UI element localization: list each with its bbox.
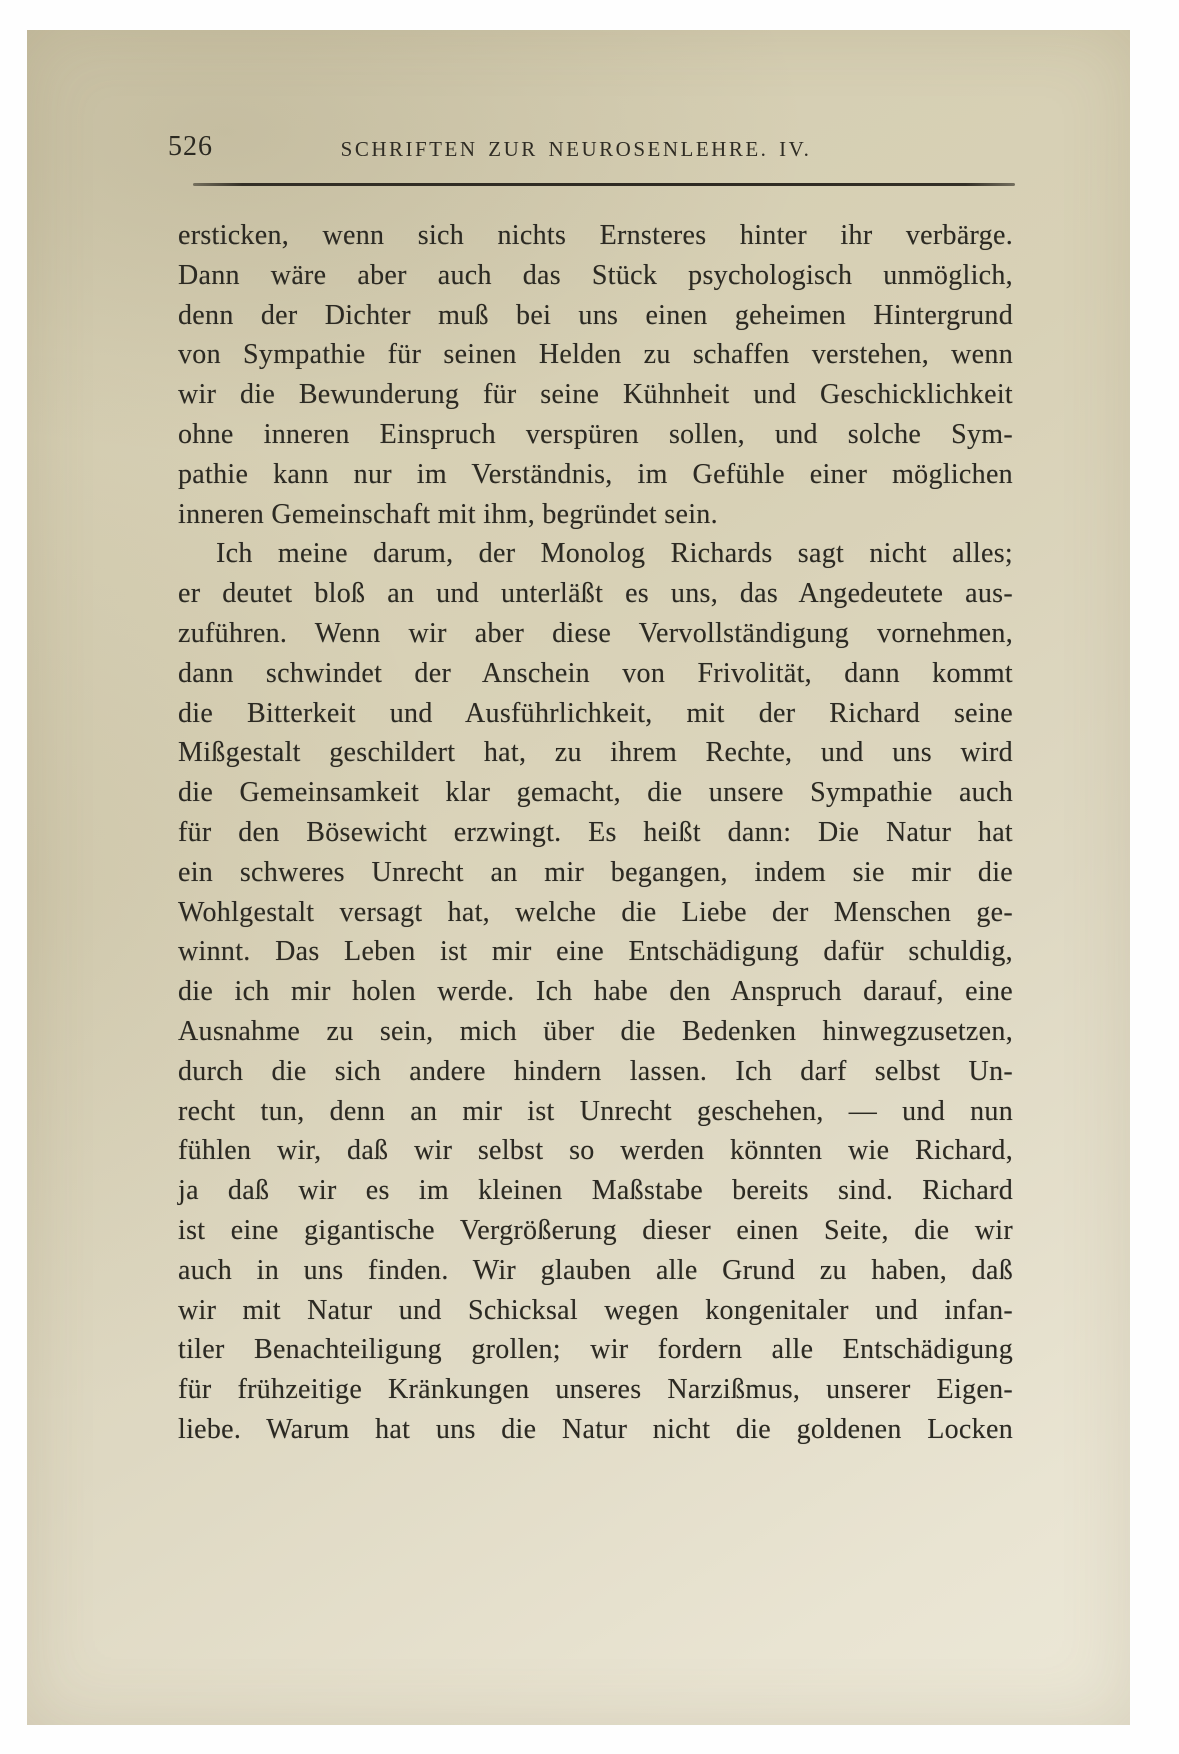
text-line: Mißgestalt geschildert hat, zu ihrem Rechte, und uns wird — [178, 737, 1013, 769]
text-line: tiler Benachteiligung grollen; wir fordern alle Entschädigung — [178, 1334, 1013, 1366]
text-line: die Gemeinsamkeit klar gemacht, die unsere Sympathie auch — [178, 777, 1013, 809]
text-line: liebe. Warum hat uns die Natur nicht die goldenen Locken — [178, 1413, 1013, 1445]
text-line: die ich mir holen werde. Ich habe den Anspruch darauf, eine — [178, 976, 1013, 1008]
text-line: recht tun, denn an mir ist Unrecht geschehen, — und nun — [178, 1095, 1013, 1127]
running-title: SCHRIFTEN ZUR NEUROSENLEHRE. IV. — [340, 137, 812, 161]
text-line: wir die Bewunderung für seine Kühnheit und Geschicklichkeit — [178, 379, 1013, 411]
text-line: ein schweres Unrecht an mir begangen, indem sie mir die — [178, 856, 1013, 888]
text-line: Wohlgestalt versagt hat, welche die Liebe der Menschen ge- — [178, 896, 1013, 928]
text-line: ohne inneren Einspruch verspüren sollen, und solche Sym- — [178, 418, 1013, 450]
text-line: auch in uns finden. Wir glauben alle Grund zu haben, daß — [178, 1254, 1013, 1286]
text-line: denn der Dichter muß bei uns einen geheimen Hintergrund — [178, 299, 1013, 331]
book-page — [27, 30, 1130, 1725]
text-line: für frühzeitige Kränkungen unseres Narzißmus, unserer Eigen- — [178, 1374, 1013, 1406]
text-line: fühlen wir, daß wir selbst so werden könnten wie Richard, — [178, 1135, 1013, 1167]
text-line: Dann wäre aber auch das Stück psychologisch unmöglich, — [178, 259, 1013, 291]
text-line: die Bitterkeit und Ausführlichkeit, mit der Richard seine — [178, 697, 1013, 729]
text-line: er deutet bloß an und unterläßt es uns, das Angedeutete aus- — [178, 578, 1013, 610]
text-line: Ich meine darum, der Monolog Richards sagt nicht alles; — [216, 538, 1013, 570]
text-line: winnt. Das Leben ist mir eine Entschädigung dafür schuldig, — [178, 936, 1013, 968]
text-line: ersticken, wenn sich nichts Ernsteres hinter ihr verbärge. — [178, 220, 1013, 251]
body-text — [178, 216, 1013, 1450]
text-line: durch die sich andere hindern lassen. Ich darf selbst Un- — [178, 1055, 1013, 1087]
text-line: Ausnahme zu sein, mich über die Bedenken hinwegzusetzen, — [178, 1015, 1013, 1047]
text-line: ja daß wir es im kleinen Maßstabe bereits sind. Richard — [178, 1175, 1013, 1207]
header-rule — [193, 183, 1015, 186]
page-number: 526 — [168, 131, 213, 162]
text-line: ist eine gigantische Vergrößerung dieser einen Seite, die wir — [178, 1214, 1013, 1246]
text-line: zuführen. Wenn wir aber diese Vervollständigung vornehmen, — [178, 617, 1013, 649]
text-line: dann schwindet der Anschein von Frivolität, dann kommt — [178, 657, 1013, 689]
text-line: wir mit Natur und Schicksal wegen kongenitaler und infan- — [178, 1294, 1013, 1326]
text-line: von Sympathie für seinen Helden zu schaffen verstehen, wenn — [178, 339, 1013, 371]
text-line: pathie kann nur im Verständnis, im Gefühle einer möglichen — [178, 458, 1013, 490]
text-line: für den Bösewicht erzwingt. Es heißt dann: Die Natur hat — [178, 816, 1013, 848]
text-line: inneren Gemeinschaft mit ihm, begründet sein. — [178, 498, 718, 530]
